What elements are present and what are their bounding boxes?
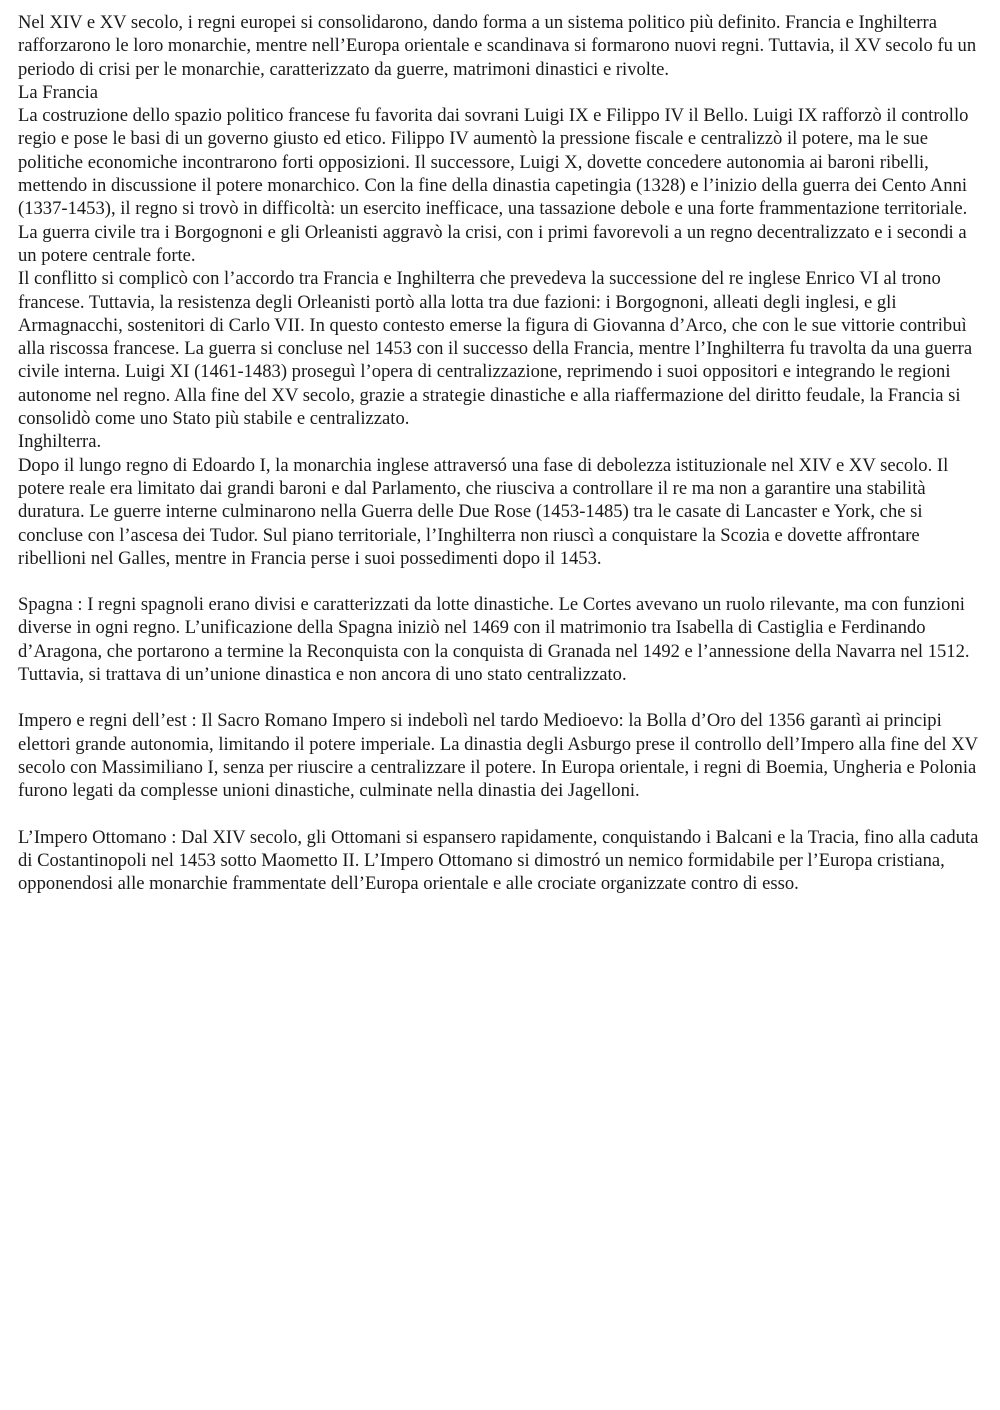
paragraph-spacer <box>18 570 982 593</box>
impero-paragraph: Impero e regni dell’est : Il Sacro Romano Impero si indebolì nel tardo Medioevo: la Bolla d’Oro del 1356 garantì ai principi elettori grande autonomia, limitando il potere imperiale. La dinastia degli Asburgo prese il controllo dell’Impero alla fine del XV secolo con Massimiliano I, senza per riuscire a centralizzare il potere. In Europa orientale, i regni di Boemia, Ungheria e Polonia furono legati da complesse unioni dinastiche, culminate nella dinastia dei Jagelloni. <box>18 710 983 802</box>
intro-paragraph: Nel XIV e XV secolo, i regni europei si consolidarono, dando forma a un sistema politico più definito. Francia e Inghilterra rafforzarono le loro monarchie, mentre nell’Europa orientale e scandinava si formarono nuovi regni. Tuttavia, il XV secolo fu un periodo di crisi per le monarchie, caratterizzato da guerre, matrimoni dinastici e rivolte. <box>18 12 981 80</box>
paragraph-spacer <box>18 686 982 709</box>
inghilterra-heading: Inghilterra. <box>18 431 102 453</box>
document-page <box>18 11 982 895</box>
ottomano-paragraph: L’Impero Ottomano : Dal XIV secolo, gli Ottomani si espansero rapidamente, conquistando i Balcani e la Tracia, fino alla caduta di Costantinopoli nel 1453 sotto Maometto II. L’Impero Ottomano si dimostró un nemico formidabile per l’Europa cristiana, opponendosi alle monarchie frammentate dell’Europa orientale e alle crociate organizzate contro di esso. <box>18 826 984 895</box>
francia-heading: La Francia <box>18 81 99 103</box>
francia-paragraph-1: La costruzione dello spazio politico francese fu favorita dai sovrani Luigi IX e Filippo IV il Bello. Luigi IX rafforzò il controllo regio e pose le basi di un governo giusto ed etico. Filippo IV aumentò la pressione fiscale e centralizzò il potere, ma le sue politiche economiche incontrarono forti opposizioni. Il successore, Luigi X, dovette concedere autonomia ai baroni ribelli, mettendo in discussione il potere monarchico. Con la fine della dinastia capetingia (1328) e l’inizio della guerra dei Cento Anni (1337-1453), il regno si trovò in difficoltà: un esercito inefficace, una tassazione debole e una forte frammentazione territoriale. La guerra civile tra i Borgognoni e gli Orleanisti aggravò la crisi, con i primi favorevoli a un regno decentralizzato e i secondi a un potere centrale forte. <box>18 105 974 266</box>
francia-paragraph-2: Il conflitto si complicò con l’accordo tra Francia e Inghilterra che prevedeva la successione del re inglese Enrico VI al trono francese. Tuttavia, la resistenza degli Orleanisti portò alla lotta tra due fazioni: i Borgognoni, alleati degli inglesi, e gli Armagnacchi, sostenitori di Carlo VII. In questo contesto emerse la figura di Giovanna d’Arco, che con le sue vittorie contribuì alla riscossa francese. La guerra si concluse nel 1453 con il successo della Francia, mentre l’Inghilterra fu travolta da una guerra civile interna. Luigi XI (1461-1483) proseguì l’opera di centralizzazione, reprimendo i suoi oppositori e integrando le regioni autonome nel regno. Alla fine del XV secolo, grazie a strategie dinastiche e alla riaffermazione del diritto feudale, la Francia si consolidò come uno Stato più stabile e centralizzato. <box>18 268 977 430</box>
inghilterra-paragraph: Dopo il lungo regno di Edoardo I, la monarchia inglese attraversó una fase di debolezza istituzionale nel XIV e XV secolo. Il potere reale era limitato dai grandi baroni e dal Parlamento, che riusciva a controllare il re ma non a garantire una stabilità duratura. Le guerre interne culminarono nella Guerra delle Due Rose (1453-1485) tra le casate di Lancaster e York, che si concluse con l’ascesa dei Tudor. Sul piano territoriale, l’Inghilterra non riuscì a conquistare la Scozia e dovette affrontare ribellioni nel Galles, mentre in Francia perse i suoi possedimenti dopo il 1453. <box>18 454 953 569</box>
spagna-paragraph: Spagna : I regni spagnoli erano divisi e caratterizzati da lotte dinastiche. Le Cortes avevano un ruolo rilevante, ma con funzioni diverse in ogni regno. L’unificazione della Spagna iniziò nel 1469 con il matrimonio tra Isabella di Castiglia e Ferdinando d’Aragona, che portarono a termine la Reconquista con la conquista di Granada nel 1492 e l’annessione della Navarra nel 1512. Tuttavia, si trattava di un’unione dinastica e non ancora di uno stato centralizzato. <box>18 594 974 686</box>
paragraph-spacer <box>18 803 982 826</box>
